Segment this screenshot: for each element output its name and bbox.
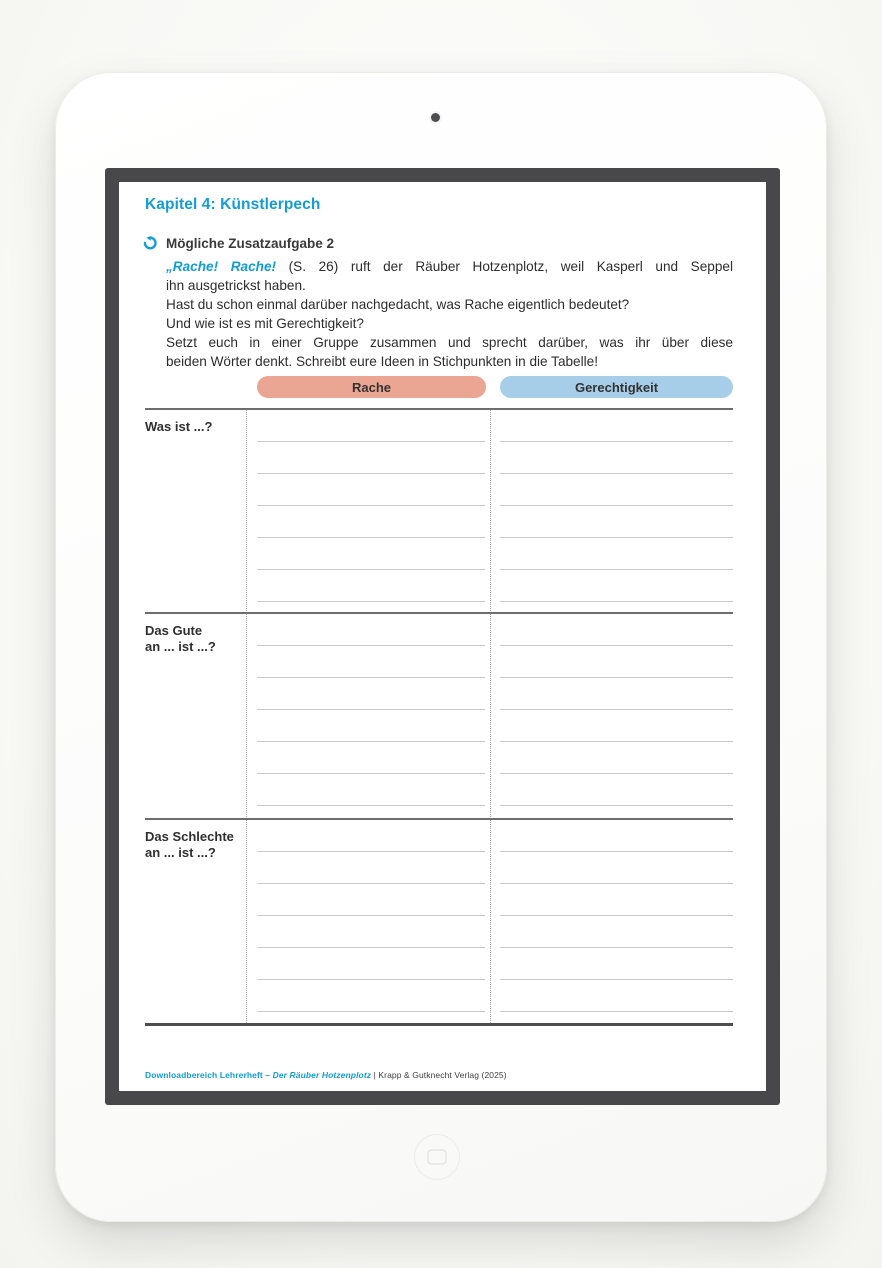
answer-lines-rache	[257, 614, 485, 816]
answer-lines-gerechtigkeit	[500, 410, 733, 610]
intro-line: beiden Wörter denkt. Schreibt eure Ideen in Stichpunkten in die Tabelle!	[166, 354, 598, 369]
writing-line	[500, 570, 733, 602]
row-label	[145, 829, 250, 861]
writing-line	[257, 646, 485, 678]
quote-text: „Rache! Rache!	[166, 259, 277, 274]
intro-line: Hast du schon einmal darüber nachgedacht, was Rache eigentlich bedeutet?	[166, 297, 630, 312]
writing-line	[500, 474, 733, 506]
screen	[105, 168, 780, 1105]
worksheet-table	[145, 408, 733, 1026]
ipad-device	[55, 72, 827, 1222]
table-row	[145, 410, 733, 610]
home-button-icon	[428, 1150, 447, 1165]
row-label-line: Das Gute	[145, 623, 203, 638]
column-header-rache: Rache	[257, 376, 486, 398]
table-row	[145, 820, 733, 1021]
writing-line	[500, 442, 733, 474]
answer-lines-gerechtigkeit	[500, 820, 733, 1021]
writing-line	[257, 710, 485, 742]
writing-line	[500, 980, 733, 1012]
writing-line	[257, 820, 485, 852]
writing-line	[500, 710, 733, 742]
footer-link[interactable]: Downloadbereich Lehrerheft –	[145, 1070, 273, 1080]
table-bottom-border	[145, 1023, 733, 1026]
row-label-line: Was ist ...?	[145, 419, 213, 434]
writing-line	[257, 980, 485, 1012]
answer-lines-gerechtigkeit	[500, 614, 733, 816]
writing-line	[257, 852, 485, 884]
footer-publisher: | Krapp & Gutknecht Verlag (2025)	[371, 1070, 507, 1080]
writing-line	[257, 916, 485, 948]
writing-line	[257, 410, 485, 442]
intro-line: Und wie ist es mit Gerechtigkeit?	[166, 316, 364, 331]
row-label	[145, 419, 250, 435]
writing-line	[257, 506, 485, 538]
footer	[145, 1070, 507, 1080]
writing-line	[257, 570, 485, 602]
writing-line	[257, 884, 485, 916]
page-title: Kapitel 4: Künstlerpech	[145, 196, 321, 213]
writing-line	[500, 614, 733, 646]
table-row	[145, 614, 733, 816]
writing-line	[500, 506, 733, 538]
row-label-line: an ... ist ...?	[145, 639, 216, 654]
intro-text: (S. 26) ruft der Räuber Hotzenplotz, weil Kasperl und Seppel	[276, 259, 733, 274]
writing-line	[500, 538, 733, 570]
writing-line	[500, 852, 733, 884]
writing-line	[500, 820, 733, 852]
task-heading: Mögliche Zusatzaufgabe 2	[166, 236, 335, 251]
row-label	[145, 623, 250, 655]
writing-line	[500, 774, 733, 806]
document-page	[119, 182, 766, 1091]
writing-line	[257, 474, 485, 506]
writing-line	[500, 916, 733, 948]
writing-line	[500, 646, 733, 678]
footer-book-title: Der Räuber Hotzenplotz	[272, 1070, 372, 1080]
writing-line	[257, 742, 485, 774]
curved-arrow-icon	[143, 236, 157, 250]
intro-line: Setzt euch in einer Gruppe zusammen und sprecht darüber, was ihr über diese	[166, 335, 733, 350]
intro-line: ihn ausgetrickst haben.	[166, 278, 306, 293]
writing-line	[500, 742, 733, 774]
column-header-gerechtigkeit: Gerechtigkeit	[500, 376, 733, 398]
writing-line	[257, 538, 485, 570]
writing-line	[257, 442, 485, 474]
writing-line	[500, 678, 733, 710]
home-button	[414, 1134, 460, 1180]
writing-line	[257, 948, 485, 980]
intro-paragraph	[166, 257, 733, 371]
intro-line	[166, 257, 733, 276]
writing-line	[257, 614, 485, 646]
answer-lines-rache	[257, 410, 485, 610]
camera-dot-icon	[431, 113, 440, 122]
writing-line	[257, 678, 485, 710]
writing-line	[500, 410, 733, 442]
answer-lines-rache	[257, 820, 485, 1021]
writing-line	[257, 774, 485, 806]
writing-line	[500, 948, 733, 980]
row-label-line: Das Schlechte	[145, 829, 234, 844]
row-label-line: an ... ist ...?	[145, 845, 216, 860]
writing-line	[500, 884, 733, 916]
